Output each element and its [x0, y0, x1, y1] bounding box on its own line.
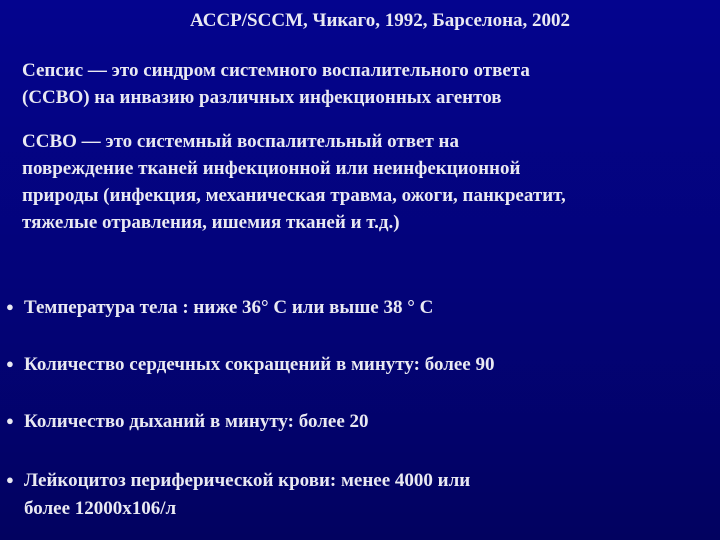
criteria-item-text: Количество сердечных сокращений в минуту: более 90 [24, 354, 495, 375]
bullet-dot-icon: ● [6, 299, 14, 314]
ssvo-definition-line-2: повреждение тканей инфекционной или неинфекционной [22, 158, 521, 179]
criteria-item-text: Температура тела : ниже 36° С или выше 38 ° С [24, 297, 434, 318]
ssvo-definition-line-3: природы (инфекция, механическая травма, ожоги, панкреатит, [22, 185, 566, 206]
bullet-dot-icon: ● [6, 413, 14, 428]
criteria-item-text: Лейкоцитоз периферической крови: менее 4000 или [24, 470, 471, 491]
criteria-item-heart-rate [6, 350, 495, 379]
criteria-item-leukocytosis [6, 466, 470, 523]
sepsis-definition-line-1: Сепсис — это синдром системного воспалительного ответа [22, 60, 530, 81]
criteria-item-temperature [6, 293, 433, 322]
criteria-item-text: Количество дыханий в минуту: более 20 [24, 411, 369, 432]
ssvo-definition-line-1: ССВО — это системный воспалительный ответ на [22, 131, 459, 152]
bullet-dot-icon: ● [6, 356, 14, 371]
ssvo-definition-line-4: тяжелые отравления, ишемия тканей и т.д.) [22, 212, 400, 233]
criteria-item-respiration [6, 407, 369, 436]
bullet-dot-icon: ● [6, 472, 14, 487]
slide-title: АССР/SCCM, Чикаго, 1992, Барселона, 2002 [189, 10, 571, 31]
criteria-item-continuation: более 12000х106/л [24, 498, 177, 519]
sepsis-definition-line-2: (ССВО) на инвазию различных инфекционных агентов [22, 87, 502, 108]
